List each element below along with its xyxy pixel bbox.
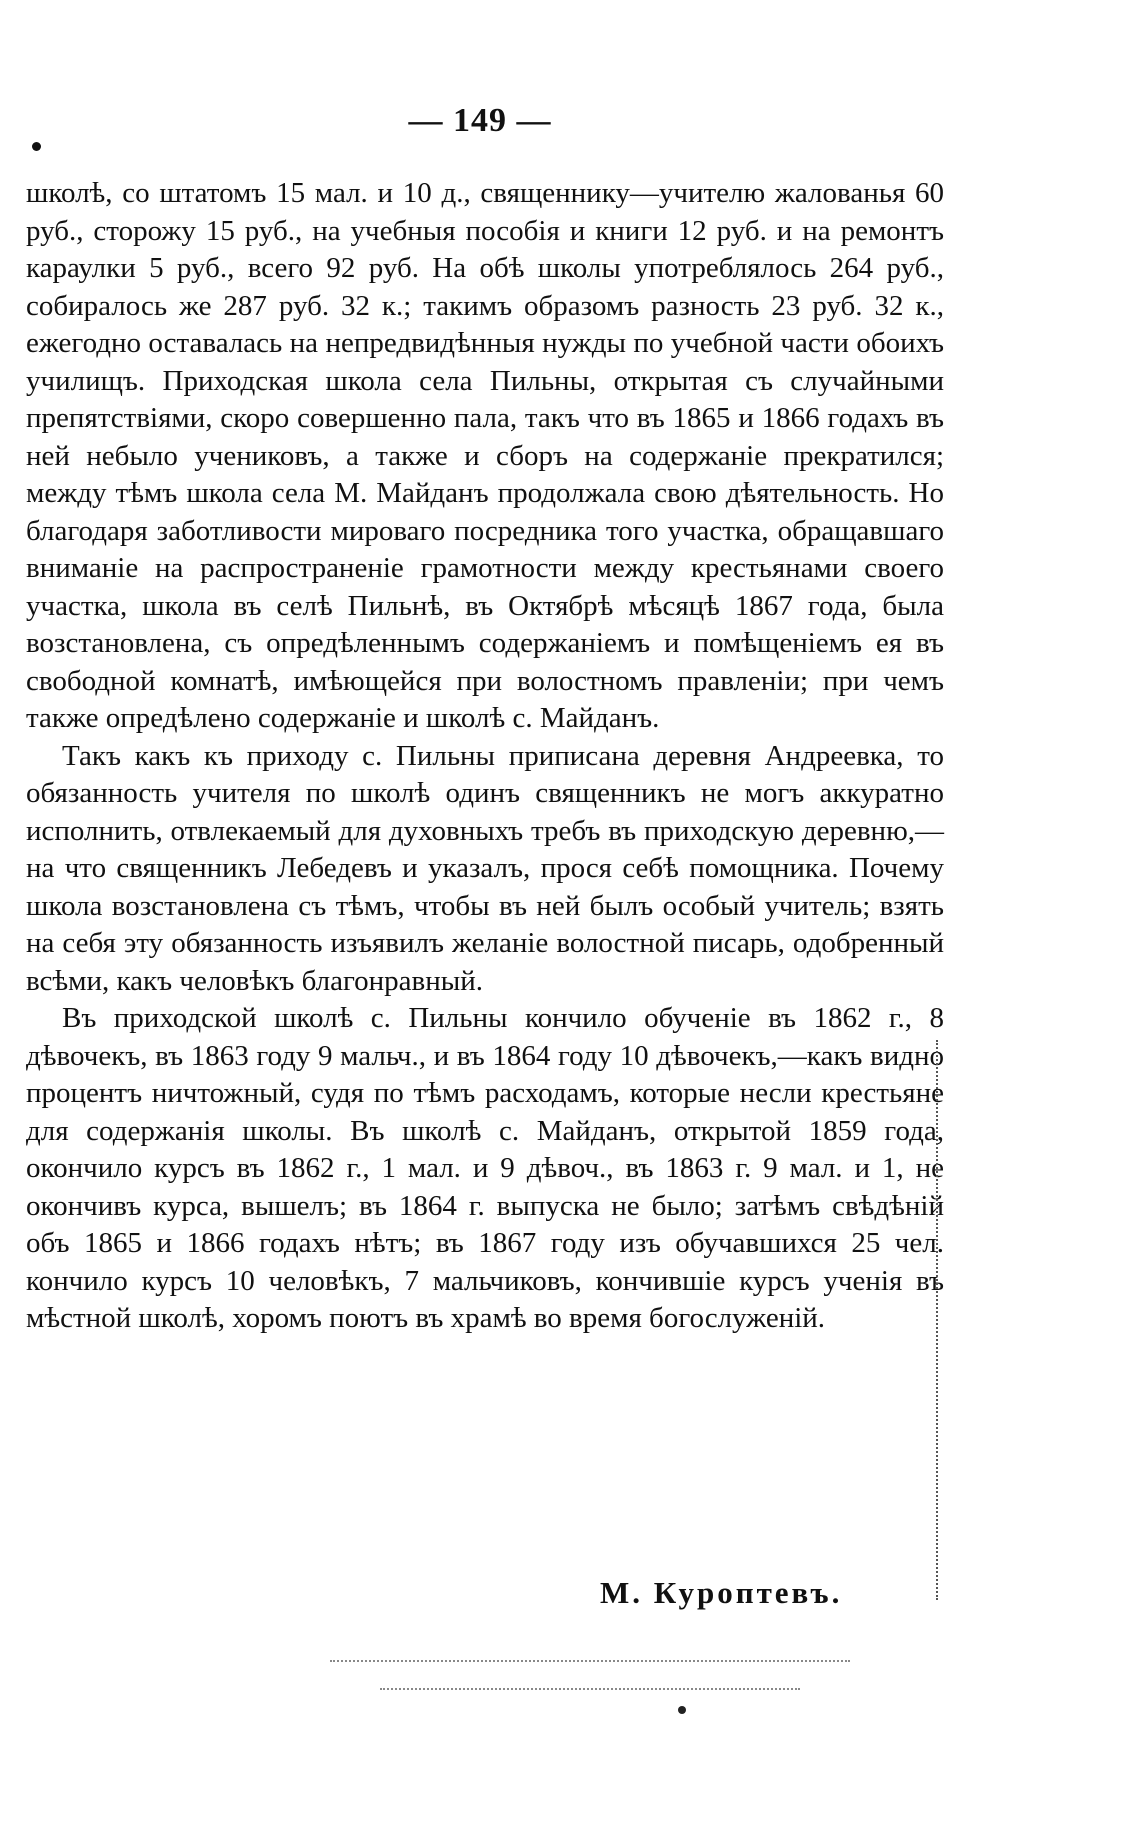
bullet-mark — [32, 142, 41, 151]
signature: М. Куроптевъ. — [600, 1575, 843, 1610]
paragraph-2: Такъ какъ къ приходу с. Пильны приписана деревня Андреевка, то обязанность учителя по школѣ одинъ священникъ не могъ аккуратно исполнить, отвлекаемый для духовныхъ требъ въ приходскую деревню,—на что священникъ Лебедевъ и указалъ, прося себѣ помощника. Почему школа возстановлена съ тѣмъ, чтобы въ ней былъ особый учитель; взять на себя эту обязанность изъявилъ желаніе волостной писарь, одобренный всѣми, какъ человѣкъ благонравный. — [26, 739, 944, 997]
bottom-dotted-line — [330, 1660, 850, 1662]
ink-speck — [678, 1706, 686, 1714]
paragraph-1: школѣ, со штатомъ 15 мал. и 10 д., священнику—учителю жалованья 60 руб., сторожу 15 руб., на учебныя пособія и книги 12 руб. и на ремонтъ караулки 5 руб., всего 92 руб. На обѣ школы употреблялось 264 руб., собиралось же 287 руб. 32 к.; такимъ образомъ разность 23 руб. 32 к., ежегодно оставалась на непредвидѣнныя нужды по учебной части обоихъ училищъ. Приходская школа села Пильны, открытая съ случайными препятствіями, скоро совершенно пала, такъ что въ 1865 и 1866 годахъ въ ней небыло учениковъ, а также и сборъ на содержаніе прекратился; между тѣмъ школа села М. Майданъ продолжала свою дѣятельность. Но благодаря заботливости мироваго посредника того участка, обращавшаго вниманіе на распространеніе грамотности между крестьянами своего участка, школа въ селѣ Пильнѣ, въ Октябрѣ мѣсяцѣ 1867 года, была возстановлена, съ опредѣленнымъ содержаніемъ и помѣщеніемъ ея въ свободной комнатѣ, имѣющейся при волостномъ правленіи; при чемъ также опредѣлено содержаніе и школѣ с. Майданъ. — [26, 177, 944, 734]
paragraph-3: Въ приходской школѣ с. Пильны кончило обученіе въ 1862 г., 8 дѣвочекъ, въ 1863 году 9 мальч., и въ 1864 году 10 дѣвочекъ,—какъ видно процентъ ничтожный, судя по тѣмъ расходамъ, которые несли крестьяне для содержанія школы. Въ школѣ с. Майданъ, открытой 1859 года, окончило курсъ въ 1862 г., 1 мал. и 9 дѣвоч., въ 1863 г. 9 мал. и 1, не окончивъ курса, вышелъ; въ 1864 г. выпуска не было; затѣмъ свѣдѣній объ 1865 и 1866 годахъ нѣтъ; въ 1867 году изъ обучавшихся 25 чел. кончило курсъ 10 человѣкъ, 7 мальчиковъ, кончившіе курсъ ученія въ мѣстной школѣ, хоромъ поютъ въ храмѣ во время богослуженій. — [26, 1002, 944, 1334]
bottom-dotted-line-2 — [380, 1688, 800, 1690]
body-text — [26, 175, 944, 1338]
right-edge-dotted-line — [936, 1040, 938, 1600]
page-number: — 149 — — [408, 102, 552, 139]
